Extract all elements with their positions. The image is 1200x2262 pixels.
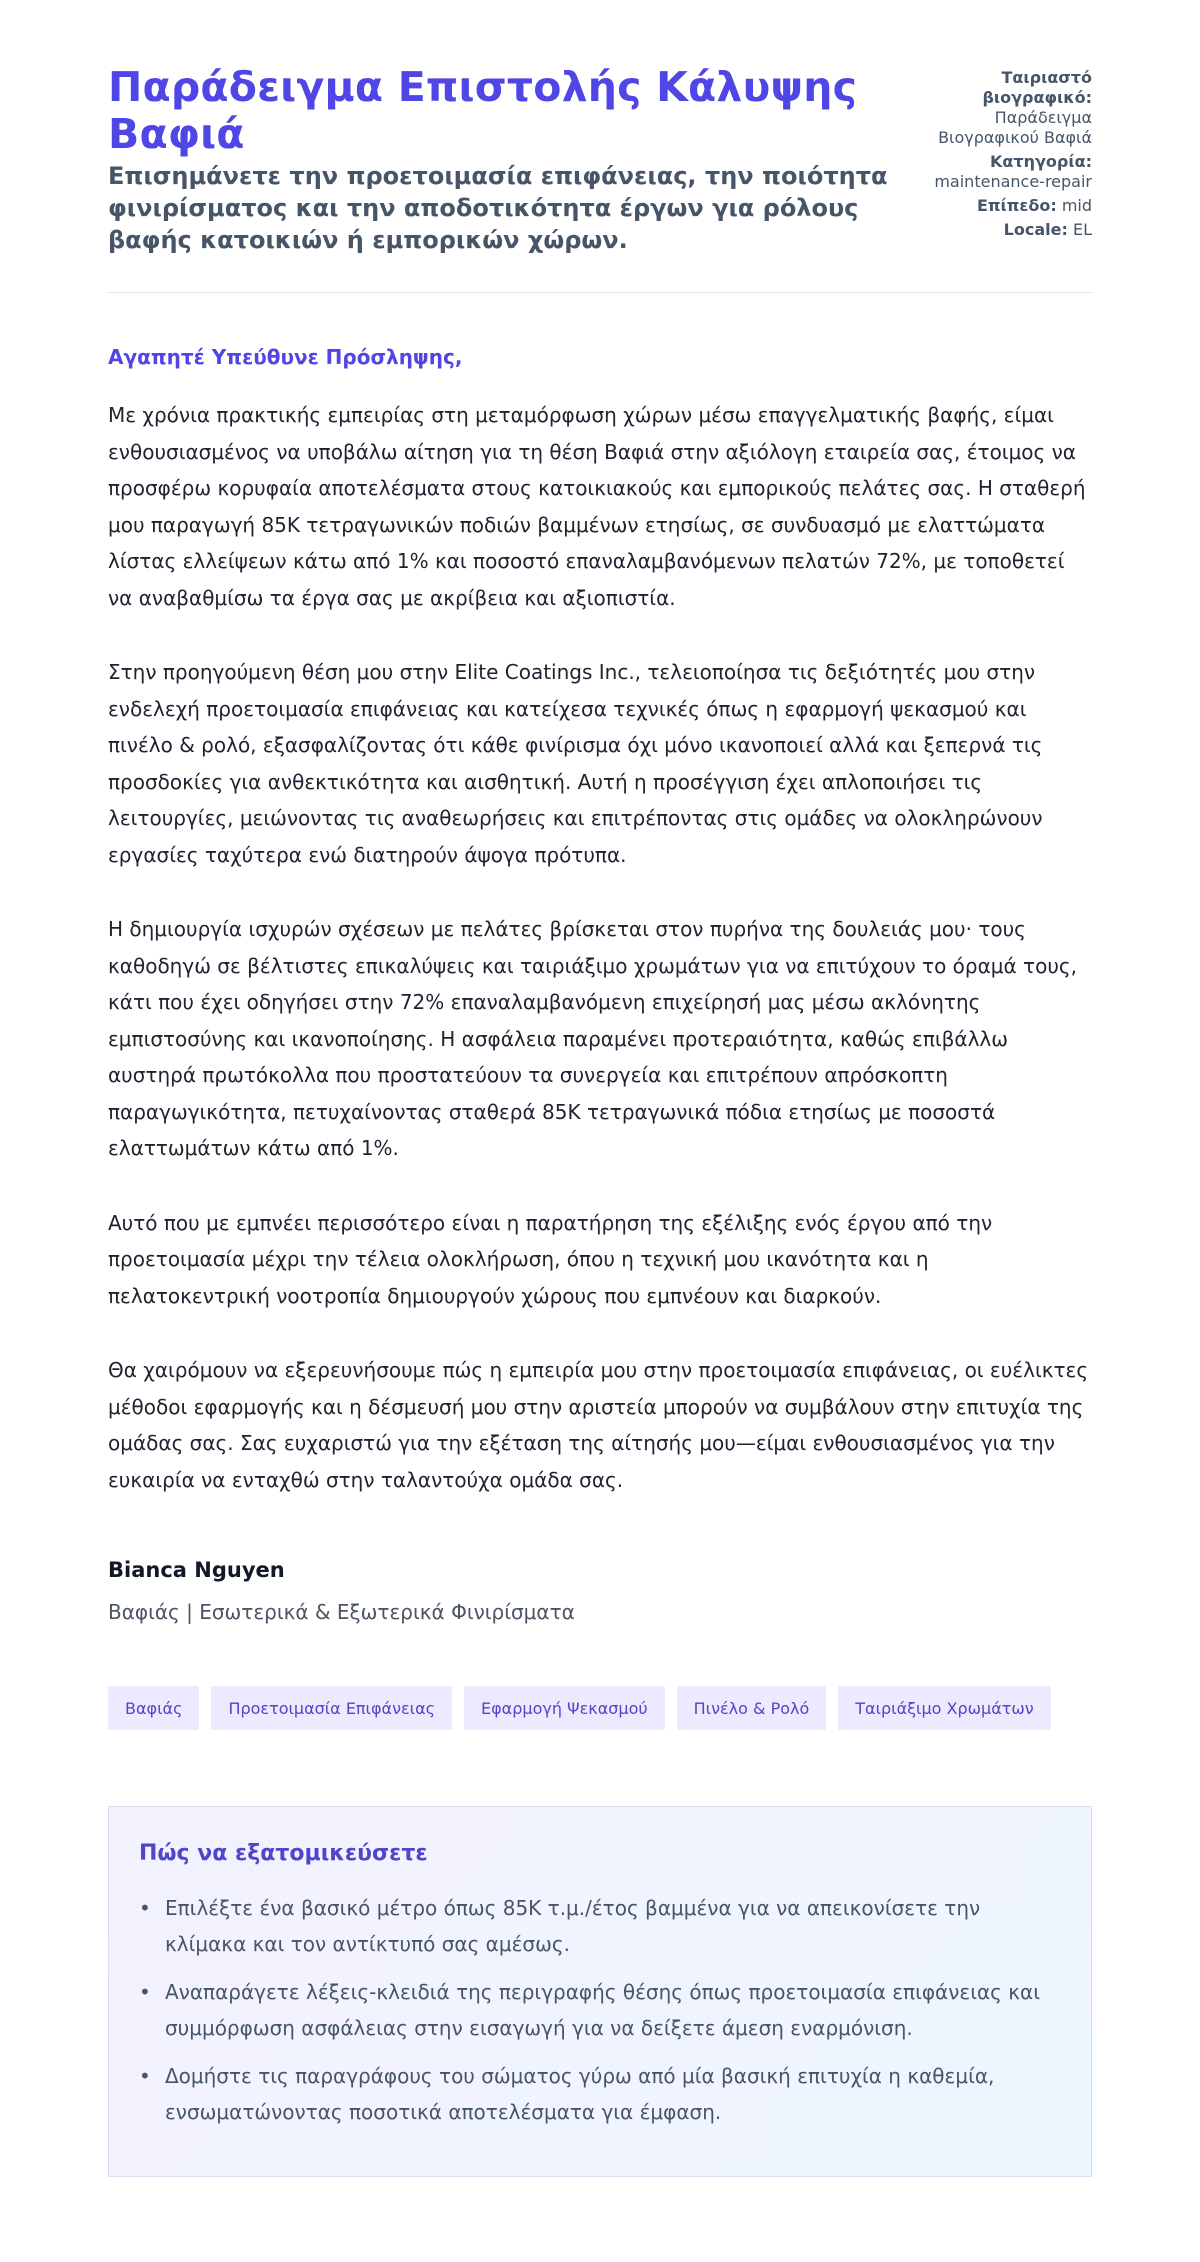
letter-paragraph: Με χρόνια πρακτικής εμπειρίας στη μεταμόρφωση χώρων μέσω επαγγελματικής βαφής, είμαι ενθουσιασμένος να υποβάλω αίτηση για τη θέση Βαφιά στην αξιόλογη εταιρεία σας, έτοιμος να προσφέρω κορυφαία αποτελέσματα στους κατοικιακούς και εμπορικούς πελάτες σας. Η σταθερή μου παραγωγή 85K τετραγωνικών ποδιών βαμμένων ετησίως, σε συνδυασμό με ελαττώματα λίστας ελλείψεων κάτω από 1% και ποσοστό επαναλαμβανόμενων πελατών 72%, με τοποθετεί να αναβαθμίσω τα έργα σας με ακρίβεια και αξιοπιστία. (108, 403, 1086, 610)
meta-matched-resume (893, 68, 1092, 148)
meta-locale (893, 220, 1092, 240)
meta-level (893, 196, 1092, 216)
meta-category-value: maintenance-repair (934, 172, 1092, 191)
header-title-block (108, 64, 893, 256)
customization-tips (108, 1806, 1092, 2177)
meta-locale-value: EL (1072, 220, 1092, 239)
meta-level-label: Επίπεδο: (976, 196, 1057, 215)
page-header (108, 64, 1092, 293)
tip-item: • Δομήστε τις παραγράφους του σώματος γύρω από μία βασική επιτυχία η καθεμία, ενσωματώνοντας ποσοτικά αποτελέσματα για έμφαση. (139, 2058, 1061, 2130)
signature-name: Bianca Nguyen (108, 1558, 285, 1582)
skill-tag: Εφαρμογή Ψεκασμού (464, 1686, 665, 1730)
meta-locale-label: Locale: (1003, 220, 1068, 239)
letter-paragraph: Η δημιουργία ισχυρών σχέσεων με πελάτες βρίσκεται στον πυρήνα της δουλειάς μου· τους καθοδηγώ σε βέλτιστες επικαλύψεις και ταιριάξιμο χρωμάτων για να επιτύχουν το όραμά τους, κάτι που έχει οδηγήσει στην 72% επαναλαμβανόμενη επιχείρησή μας μέσω ακλόνητης εμπιστοσύνης και ικανοποίησης. Η ασφάλεια παραμένει προτεραιότητα, καθώς επιβάλλω αυστηρά πρωτόκολλα που προστατεύουν τα συνεργεία και επιτρέπουν απρόσκοπτη παραγωγικότητα, πετυχαίνοντας σταθερά 85K τετραγωνικά πόδια ετησίως με ποσοστά ελαττωμάτων κάτω από 1%. (108, 917, 1077, 1160)
skill-tag: Ταιριάξιμο Χρωμάτων (838, 1686, 1050, 1730)
letter-salutation: Αγαπητέ Υπεύθυνε Πρόσληψης, (108, 345, 463, 369)
letter-paragraph: Στην προηγούμενη θέση μου στην Elite Coatings Inc., τελειοποίησα τις δεξιότητές μου στην ενδελεχή προετοιμασία επιφάνειας και κατείχεσα τεχνικές όπως η εφαρμογή ψεκασμού και πινέλο & ρολό, εξασφαλίζοντας ότι κάθε φινίρισμα όχι μόνο ικανοποιεί αλλά και ξεπερνά τις προσδοκίες για ανθεκτικότητα και αισθητική. Αυτή η προσέγγιση έχει απλοποιήσει τις λειτουργίες, μειώνοντας τις αναθεωρήσεις και επιτρέποντας στις ομάδες να ολοκληρώνουν εργασίες ταχύτερα ενώ διατηρούν άψογα πρότυπα. (108, 660, 1043, 867)
meta-level-value: mid (1061, 196, 1092, 215)
tip-item: • Επιλέξτε ένα βασικό μέτρο όπως 85K τ.μ./έτος βαμμένα για να απεικονίσετε την κλίμακα και τον αντίκτυπό σας αμέσως. (139, 1890, 1061, 1962)
page-subtitle: Επισημάνετε την προετοιμασία επιφάνειας, την ποιότητα φινιρίσματος και την αποδοτικότητα έργων για ρόλους βαφής κατοικιών ή εμπορικών χώρων. (108, 162, 888, 254)
page-title: Παράδειγμα Επιστολής Κάλυψης Βαφιά (108, 63, 858, 158)
tips-list (139, 1890, 1061, 2130)
meta-category (893, 152, 1092, 192)
letter-paragraph: Θα χαιρόμουν να εξερευνήσουμε πώς η εμπειρία μου στην προετοιμασία επιφάνειας, οι ευέλικτες μέθοδοι εφαρμογής και η δέσμευσή μου στην αριστεία μπορούν να συμβάλουν στην επιτυχία της ομάδας σας. Σας ευχαριστώ για την εξέταση της αίτησής μου—είμαι ενθουσιασμένος για την ευκαιρία να ενταχθώ στην ταλαντούχα ομάδα σας. (108, 1358, 1089, 1492)
letter-body (108, 397, 1092, 1498)
skill-tag: Προετοιμασία Επιφάνειας (211, 1686, 452, 1730)
meta-matched-resume-value: Παράδειγμα Βιογραφικού Βαφιά (938, 108, 1092, 147)
tips-title: Πώς να εξατομικεύσετε (139, 1841, 428, 1866)
meta-matched-resume-label: Ταιριαστό βιογραφικό: (982, 68, 1092, 107)
skill-tags (108, 1686, 1092, 1730)
skill-tag: Βαφιάς (108, 1686, 199, 1730)
tip-item: • Αναπαράγετε λέξεις-κλειδιά της περιγραφής θέσης όπως προετοιμασία επιφάνειας και συμμόρφωση ασφάλειας στην εισαγωγή για να δείξετε άμεση εναρμόνιση. (139, 1974, 1061, 2046)
skill-tag: Πινέλο & Ρολό (677, 1686, 827, 1730)
signature-block (108, 1558, 1092, 1624)
letter-paragraph: Αυτό που με εμπνέει περισσότερο είναι η παρατήρηση της εξέλιξης ενός έργου από την προετοιμασία μέχρι την τέλεια ολοκλήρωση, όπου η τεχνική μου ικανότητα και η πελατοκεντρική νοοτροπία δημιουργούν χώρους που εμπνέουν και διαρκούν. (108, 1210, 993, 1308)
signature-title: Βαφιάς | Εσωτερικά & Εξωτερικά Φινιρίσματα (108, 1600, 575, 1624)
meta-category-label: Κατηγορία: (990, 152, 1092, 171)
meta-info (893, 68, 1092, 244)
